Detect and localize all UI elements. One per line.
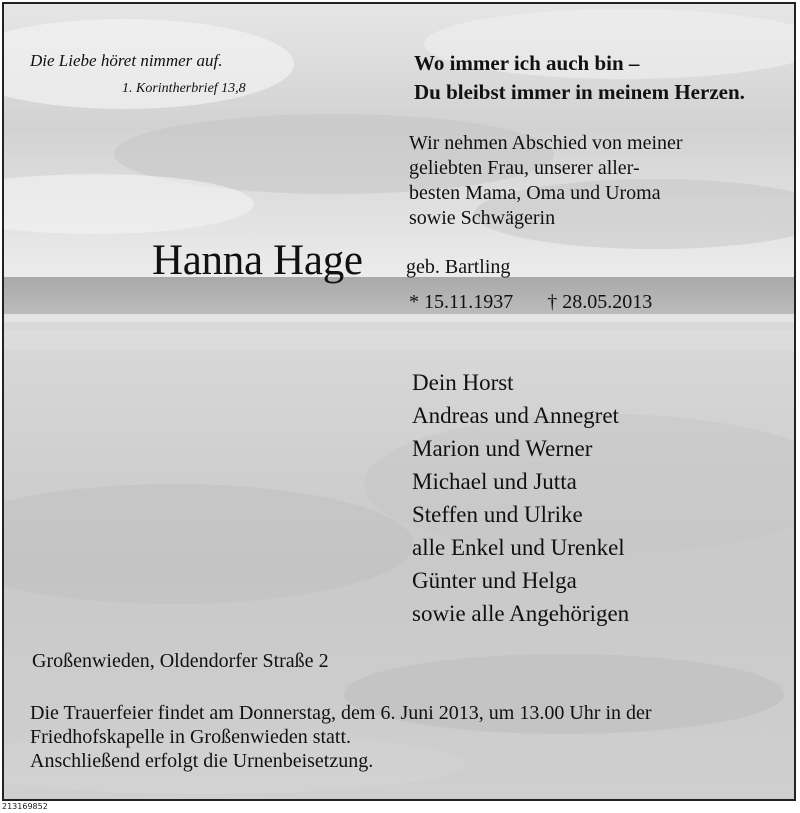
funeral-line: Friedhofskapelle in Großenwieden statt. bbox=[30, 726, 352, 748]
farewell-line: geliebten Frau, unserer aller- bbox=[409, 157, 640, 179]
mourner-entry: sowie alle Angehörigen bbox=[412, 601, 630, 626]
mourners-list bbox=[412, 366, 629, 630]
deceased-name: Hanna Hage bbox=[152, 237, 363, 284]
bible-reference: 1. Korintherbrief 13,8 bbox=[122, 81, 246, 96]
headline-line-1: Wo immer ich auch bin – bbox=[414, 51, 640, 75]
farewell-text bbox=[409, 131, 683, 231]
funeral-line: Die Trauerfeier findet am Donnerstag, dem 6. Juni 2013, um 13.00 Uhr in der bbox=[30, 702, 652, 724]
mourner-entry: Günter und Helga bbox=[412, 568, 577, 593]
farewell-line: Wir nehmen Abschied von meiner bbox=[409, 132, 683, 154]
bible-quote: Die Liebe höret nimmer auf. bbox=[30, 51, 223, 70]
headline bbox=[414, 49, 745, 107]
death-date: † 28.05.2013 bbox=[547, 291, 653, 313]
mourner-entry: alle Enkel und Urenkel bbox=[412, 535, 625, 560]
mourner-entry: Andreas und Annegret bbox=[412, 403, 619, 428]
ad-code: 213169852 bbox=[2, 802, 48, 811]
funeral-line: Anschließend erfolgt die Urnenbeisetzung. bbox=[30, 750, 374, 772]
birth-name: geb. Bartling bbox=[406, 256, 511, 278]
obituary-notice bbox=[2, 2, 796, 801]
birth-date: * 15.11.1937 bbox=[409, 291, 514, 313]
mourner-entry: Marion und Werner bbox=[412, 436, 593, 461]
beach-sky-background bbox=[4, 4, 794, 799]
mourner-entry: Michael und Jutta bbox=[412, 469, 577, 494]
mourner-entry: Dein Horst bbox=[412, 370, 514, 395]
funeral-info bbox=[30, 701, 652, 773]
headline-line-2: Du bleibst immer in meinem Herzen. bbox=[414, 80, 745, 104]
farewell-line: besten Mama, Oma und Uroma bbox=[409, 182, 661, 204]
family-address: Großenwieden, Oldendorfer Straße 2 bbox=[32, 650, 329, 672]
mourner-entry: Steffen und Ulrike bbox=[412, 502, 583, 527]
life-dates bbox=[409, 291, 652, 314]
farewell-line: sowie Schwägerin bbox=[409, 207, 556, 229]
